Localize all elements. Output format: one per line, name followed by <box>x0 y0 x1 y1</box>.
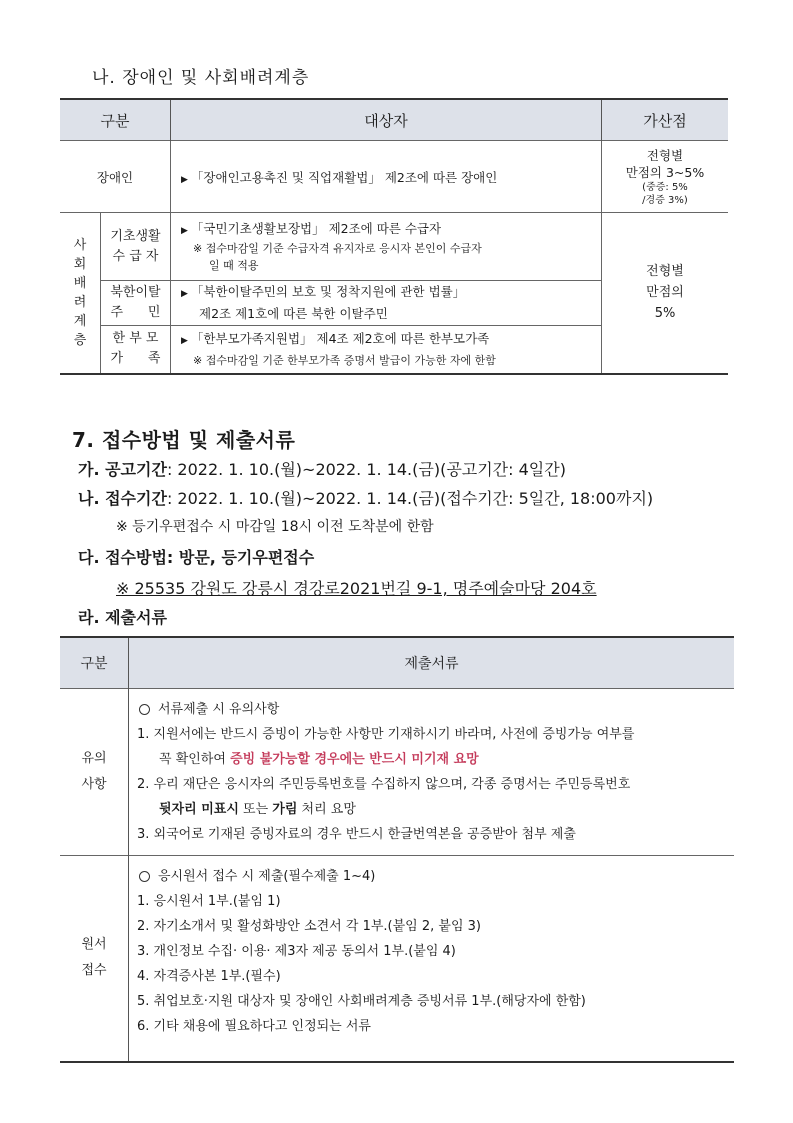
header-points: 가산점 <box>602 99 729 141</box>
circle-bullet-icon <box>139 871 150 882</box>
row-label-defector: 북한이탈 주 민 <box>101 281 171 326</box>
application-note: ※ 등기우편접수 시 마감일 18시 이전 도착분에 한함 <box>116 519 434 535</box>
disability-social-table <box>60 98 728 375</box>
header-documents: 제출서류 <box>129 637 735 689</box>
table-row <box>60 689 734 856</box>
row-target: ▶ 「장애인고용촉진 및 직업재활법」 제2조에 따른 장애인 <box>171 141 602 213</box>
row-points: 전형별 만점의 3~5% (중증: 5% /경증 3%) <box>602 141 729 213</box>
header-category: 구분 <box>60 637 129 689</box>
triangle-bullet-icon: ▶ <box>181 289 188 299</box>
posting-period: 가. 공고기간: 2022. 1. 10.(월)~2022. 1. 14.(금)(공고기간: 4일간) <box>78 460 566 479</box>
documents-heading: 라. 제출서류 <box>78 608 167 627</box>
documents-table <box>60 636 734 1063</box>
header-category: 구분 <box>60 99 171 141</box>
row-target: ▶ 「한부모가족지원법」 제4조 제2호에 따른 한부모가족 ※ 접수마감일 기준 한부모가족 증명서 발급이 가능한 자에 한함 <box>171 326 602 374</box>
table-row <box>60 213 728 281</box>
application-period: 나. 접수기간: 2022. 1. 10.(월)~2022. 1. 14.(금)(접수기간: 5일간, 18:00까지) <box>78 489 654 508</box>
triangle-bullet-icon: ▶ <box>181 174 188 185</box>
row-label-basic-livelihood: 기초생활 수 급 자 <box>101 213 171 281</box>
list-item: 6. 기타 채용에 필요하다고 인정되는 서류 <box>137 1019 371 1034</box>
list-item: 3. 개인정보 수집· 이용· 제3자 제공 동의서 1부.(붙임 4) <box>137 944 456 959</box>
list-item: 2. 자기소개서 및 활성화방안 소견서 각 1부.(붙임 2, 붙임 3) <box>137 919 481 934</box>
row-target: ▶ 「국민기초생활보장법」 제2조에 따른 수급자 ※ 접수마감일 기준 수급자격 유지자로 응시자 본인이 수급자 일 때 적용 <box>171 213 602 281</box>
table-header-row <box>60 637 734 689</box>
section-title: 7. 접수방법 및 제출서류 <box>72 428 296 452</box>
application-method: 다. 접수방법: 방문, 등기우편접수 <box>78 548 315 567</box>
row-label-application: 원서 접수 <box>60 856 129 1062</box>
warning-text: 증빙 불가능할 경우에는 반드시 미기재 요망 <box>230 752 479 767</box>
list-item: 4. 자격증사본 1부.(필수) <box>137 969 281 984</box>
table-row <box>60 141 728 213</box>
row-label-notice: 유의 사항 <box>60 689 129 856</box>
application-content: 응시원서 접수 시 제출(필수제출 1~4) 1. 응시원서 1부.(붙임 1) 2. 자기소개서 및 활성화방안 소견서 각 1부.(붙임 2, 붙임 3) 3. 개인정보 수집· 이용· 제3자 제공 동의서 1부.(붙임 4) 4. 자격증사본 1부.(필수) 5. 취업보호·지원 대상자 및 장애인 사회배려계층 증빙서류 1부.(해당자에 한함) 6. 기타 채용에 필요하다고 인정되는 서류 <box>129 856 735 1062</box>
triangle-bullet-icon: ▶ <box>181 335 188 346</box>
social-group-label: 사 회 배 려 계 층 <box>60 213 101 374</box>
notice-content: 서류제출 시 유의사항 1. 지원서에는 반드시 증빙이 가능한 사항만 기재하시기 바라며, 사전에 증빙가능 여부를 꼭 확인하여 증빙 불가능할 경우에는 반드시 미기재 요망 2. 우리 재단은 응시자의 주민등록번호를 수집하지 않으며, 각종 증명서는 주민등록번호 뒷자리 미표시 또는 가림 처리 요망 3. 외국어로 기재된 증빙자료의 경우 반드시 한글번역본을 공증받아 첨부 제출 <box>129 689 735 856</box>
submission-address: ※ 25535 강원도 강릉시 경강로2021번길 9-1, 명주예술마당 204호 <box>116 579 597 598</box>
circle-bullet-icon <box>139 704 150 715</box>
list-item: 1. 응시원서 1부.(붙임 1) <box>137 894 281 909</box>
row-label-disabled: 장애인 <box>60 141 171 213</box>
table-header-row <box>60 99 728 141</box>
row-label-single-parent: 한 부 모 가 족 <box>101 326 171 374</box>
social-points: 전형별 만점의 5% <box>602 213 729 374</box>
list-item: 5. 취업보호·지원 대상자 및 장애인 사회배려계층 증빙서류 1부.(해당자에 한함) <box>137 994 586 1009</box>
row-target: ▶ 「북한이탈주민의 보호 및 정착지원에 관한 법률」 제2조 제1호에 따른 북한 이탈주민 <box>171 281 602 326</box>
triangle-bullet-icon: ▶ <box>181 225 188 236</box>
subsection-title: 나. 장애인 및 사회배려계층 <box>92 68 310 88</box>
table-row <box>60 856 734 1062</box>
header-target: 대상자 <box>171 99 602 141</box>
